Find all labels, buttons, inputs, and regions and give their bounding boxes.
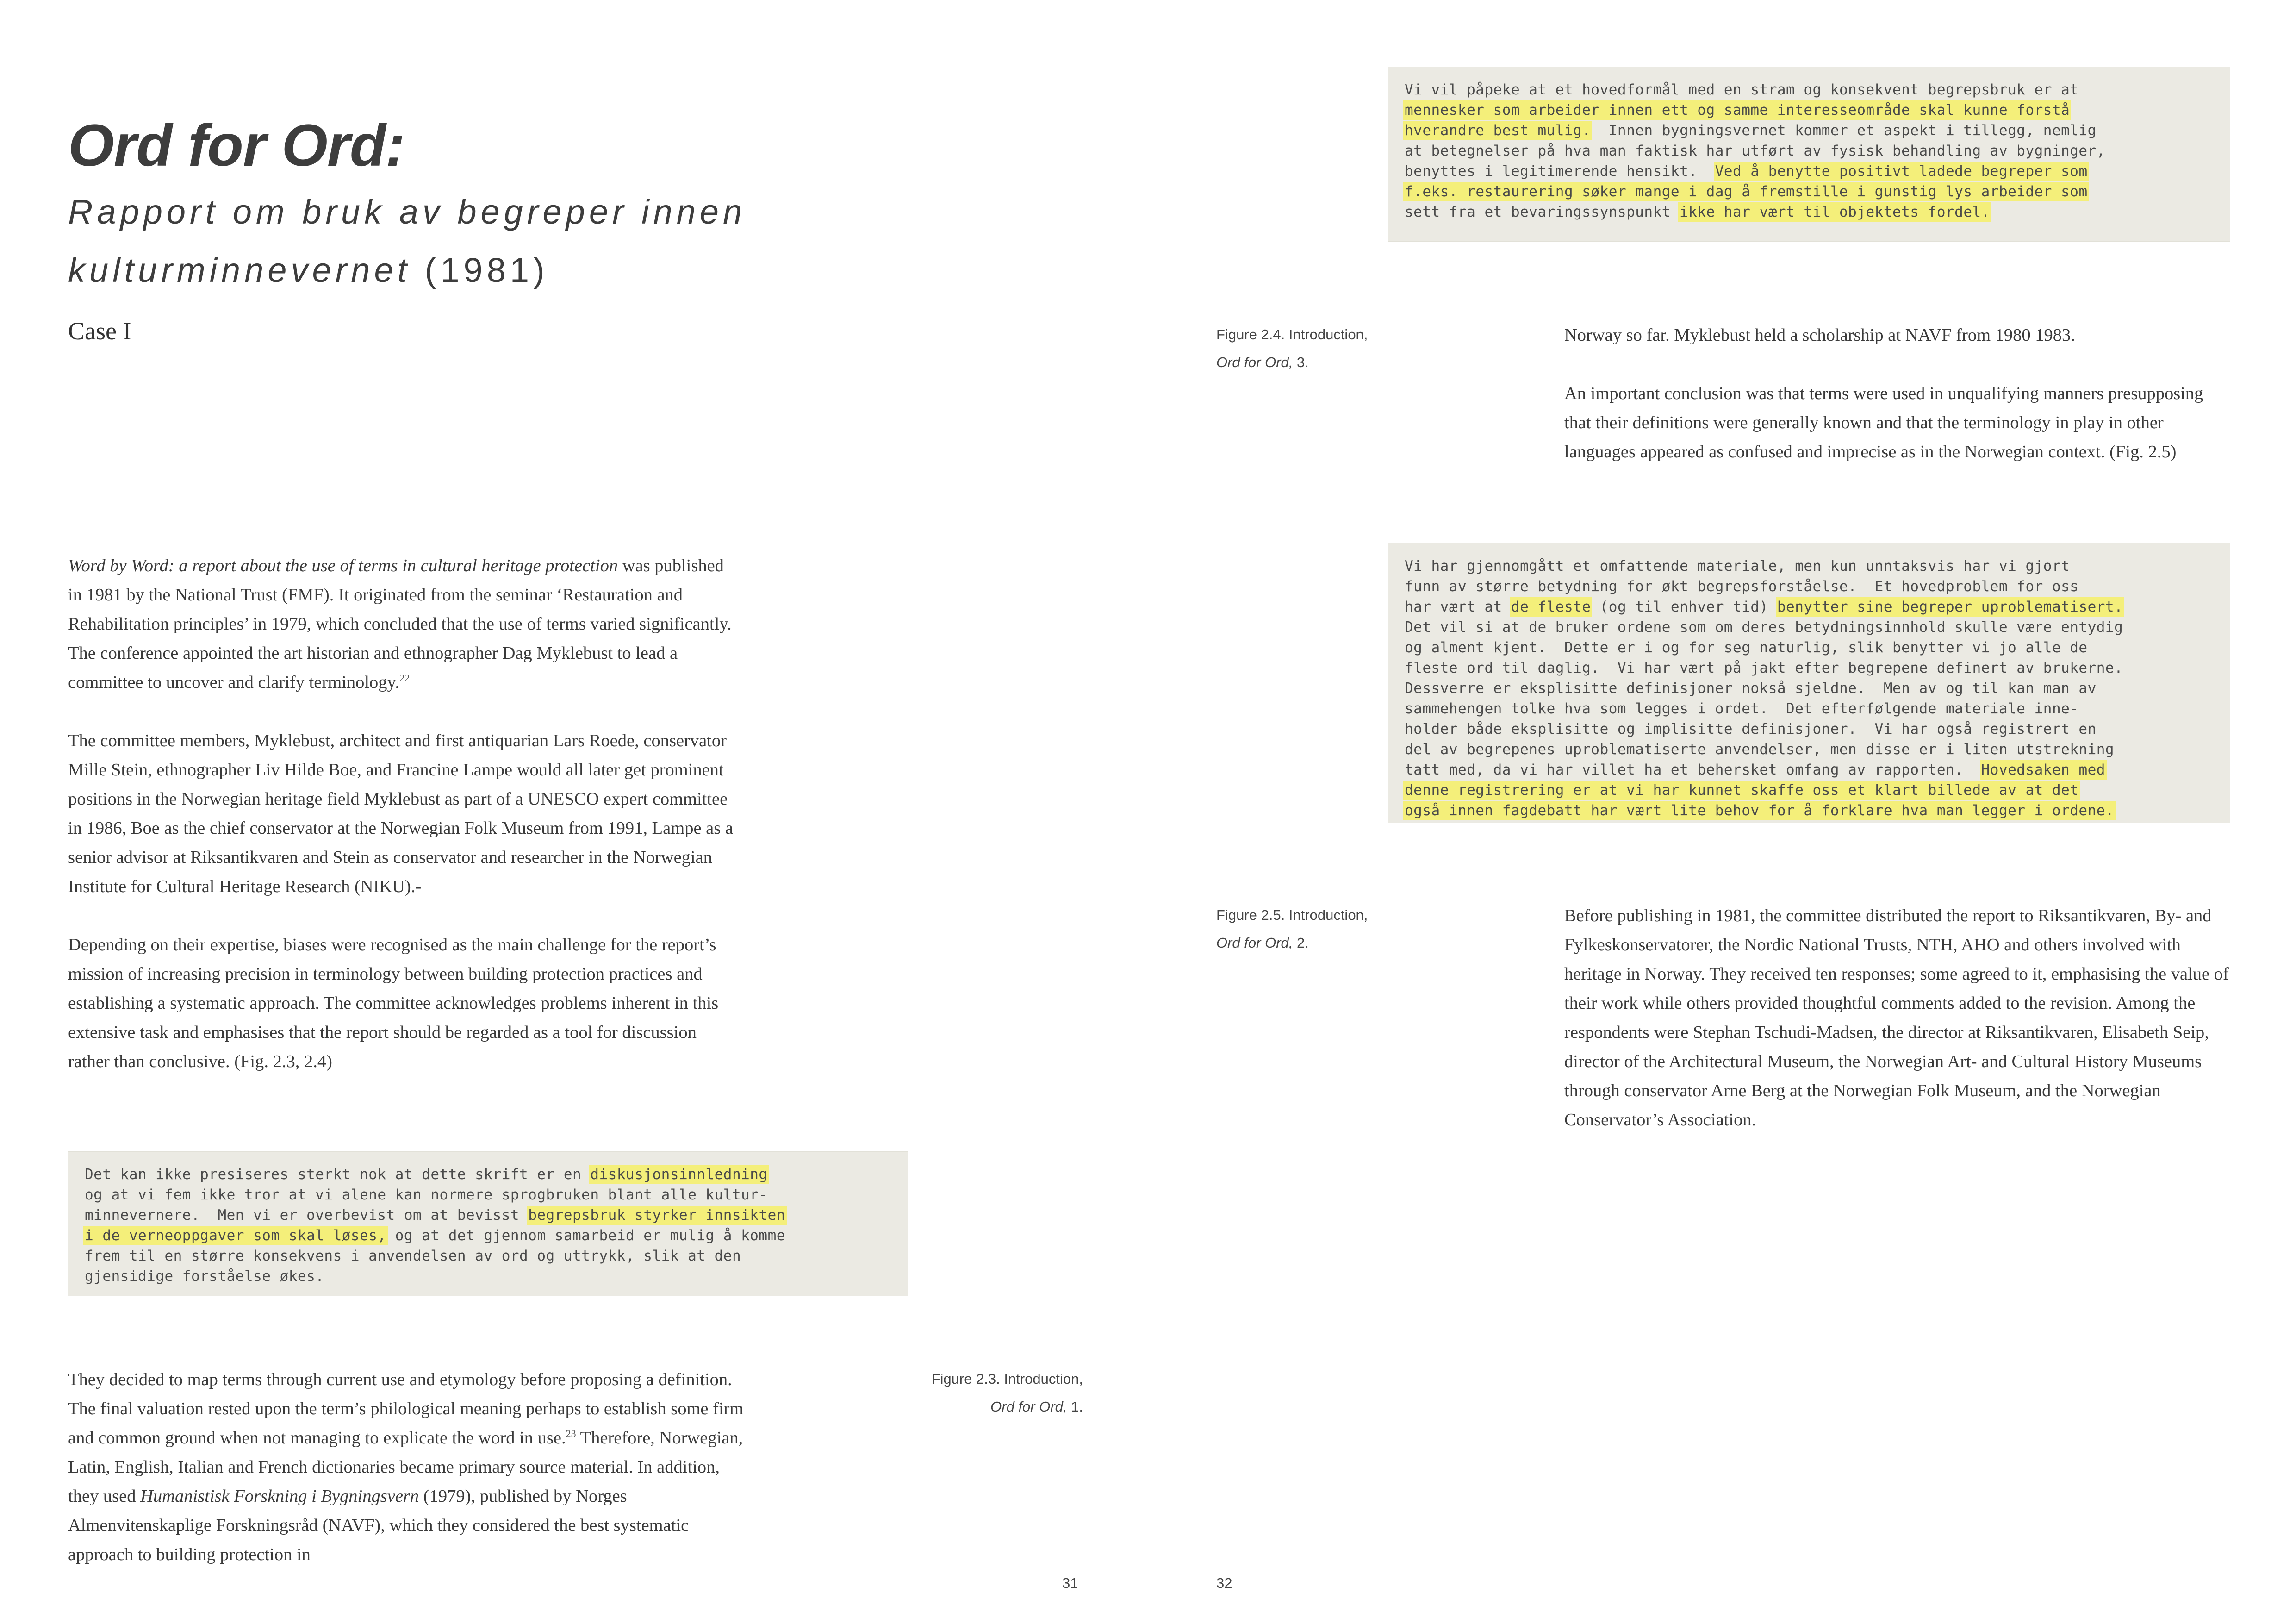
page-number: 32: [1216, 1575, 1232, 1591]
paragraph: Norway so far. Myklebust held a scholarship at NAVF from 1980 1983.: [1564, 325, 2075, 345]
figure-caption-2-3: Figure 2.3. Introduction, Ord for Ord, 1.: [931, 1371, 1083, 1415]
subtitle-year: (1981): [424, 251, 549, 289]
page-subtitle: [68, 183, 924, 300]
typewriter-scan-fig24: Vi vil påpeke at et hovedformål med en stram og konsekvent begrepsbruk er at mennesker som arbeider innen ett og samme interesseområde skal kunne forstå hverandre best mulig. Innen bygningsvernet kommer et aspekt i tillegg, nemlig at betegnelser på hva man faktisk har utført av fysisk behandling av bygninger, benyttes i legitimerende hensikt. Ved å benytte positivt ladede begreper som f.eks. restaurering søker mange i dag å fremstille i gunstig lys arbeider som sett fra et bevaringssynspunkt ikke har vært til objektets fordel.: [1388, 67, 2230, 242]
left-body-upper: [68, 551, 737, 1076]
page-title: Ord for Ord:: [68, 112, 405, 179]
figure-caption-2-4: Figure 2.4. Introduction, Ord for Ord, 3.: [1216, 326, 1368, 370]
footnote-marker: 22: [399, 672, 410, 684]
typewriter-scan-fig23: Det kan ikke presiseres sterkt nok at dette skrift er en diskusjonsinnledning og at vi fem ikke tror at vi alene kan normere sprogbruken blant alle kultur- minnevernere. Men vi er overbevist om at bevisst begrepsbruk styrker innsikten i de verneoppgaver som skal løses, og at det gjennom samarbeid er mulig å komme frem til en større konsekvens i anvendelsen av ord og uttrykk, slik at den gjensidige forståelse økes.: [68, 1151, 908, 1296]
paragraph-italic: Word by Word: a report about the use of terms in cultural heritage protection: [68, 556, 618, 575]
typewriter-scan-fig25: Vi har gjennomgått et omfattende materiale, men kun unntaksvis har vi gjort funn av større betydning for økt begrepsforståelse. Et hovedproblem for oss har vært at de fleste (og til enhver tid) benytter sine begreper uproblematisert. Det vil si at de bruker ordene som om deres betydningsinnhold skulle være entydig og alment kjent. Dette er i og for seg naturlig, slik benytter vi jo alle de fleste ord til daglig. Vi har vært på jakt efter begrepene definert av brukerne. Dessverre er eksplisitte definisjoner nokså sjeldne. Men av og til kan man av sammehengen tolke hva som legges i ordet. Det efterfølgende materiale inne- holder både eksplisitte og implisitte definisjoner. Vi har også registrert en del av begrepenes uproblematiserte anvendelser, men disse er i liten utstrekning tatt med, da vi har villet ha et behersket omfang av rapporten. Hovedsaken med denne registrering er at vi har kunnet skaffe oss et klart billede av at det også innen fagdebatt har vært lite behov for å forklare hva man legger i ordene.: [1388, 543, 2230, 823]
right-page: [1148, 0, 2296, 1624]
footnote-marker: 23: [566, 1428, 576, 1440]
left-body-lower: [68, 1365, 744, 1569]
paragraph: Before publishing in 1981, the committee distributed the report to Riksantikvaren, By- and Fylkeskonservatorer, the Nordic National Trusts, NTH, AHO and others involved with heritage in Norway. They received ten responses; some agreed to it, emphasising the value of their work while others provided thoughtful comments added to the revision. Among the respondents were Stephan Tschudi-Madsen, the director at Riksantikvaren, Elisabeth Seip, director of the Architectural Museum, the Norwegian Art- and Cultural History Museums through conservator Arne Berg at the Norwegian Folk Museum, and the Norwegian Conservator’s Association.: [1564, 906, 2229, 1130]
case-label: Case I: [68, 317, 131, 345]
right-body-lower: [1564, 901, 2233, 1135]
paragraph: [68, 551, 737, 697]
paragraph: The committee members, Myklebust, architect and first antiquarian Lars Roede, conservator Mille Stein, ethnographer Liv Hilde Boe, and Francine Lampe would all later get prominent positions in the Norwegian heritage field Myklebust as part of a UNESCO expert committee in 1986, Boe as the chief conservator at the Norwegian Folk Museum from 1991, Lampe as a senior advisor at Riksantikvaren and Stein as conservator and researcher in the Norwegian Institute for Cultural Heritage Research (NIKU).-: [68, 731, 733, 896]
paragraph: They decided to map terms through current use and etymology before proposing a definition. The final valuation rested upon the term’s philological meaning perhaps to establish some firm and common ground when not managing to explicate the word in use.$^{23}$ Therefore, Norwegian, Latin, English, Italian and French dictionaries became primary source material. In addition, they used Humanistisk Forskning i Bygningsvern (1979), published by Norges Almenvitenskaplige Forskningsråd (NAVF), which they considered the best systematic approach to building protection in: [68, 1370, 744, 1564]
paragraph: An important conclusion was that terms were used in unqualifying manners presupposing that their definitions were generally known and that the terminology in play in other languages appeared as confused and imprecise as in the Norwegian context. (Fig. 2.5): [1564, 384, 2203, 462]
paragraph: Depending on their expertise, biases were recognised as the main challenge for the report’s mission of increasing precision in terminology between building protection practices and establishing a systematic approach. The committee acknowledges problems inherent in this extensive task and emphasises that the report should be regarded as a tool for discussion rather than conclusive. (Fig. 2.3, 2.4): [68, 935, 719, 1071]
figure-caption-2-5: Figure 2.5. Introduction, Ord for Ord, 2.: [1216, 907, 1368, 951]
page-number: 31: [1062, 1575, 1078, 1591]
subtitle-text: Rapport om bruk av begreper innen kulturminnevernet: [68, 193, 747, 289]
paragraph-text: was published in 1981 by the National Trust (FMF). It originated from the seminar ‘Restauration and Rehabilitation principles’ in 1979, which concluded that the use of terms varied significantly. The conference appointed the art historian and ethnographer Dag Myklebust to lead a committee to uncover and clarify terminology.: [68, 556, 732, 692]
right-body-upper: [1564, 321, 2233, 467]
